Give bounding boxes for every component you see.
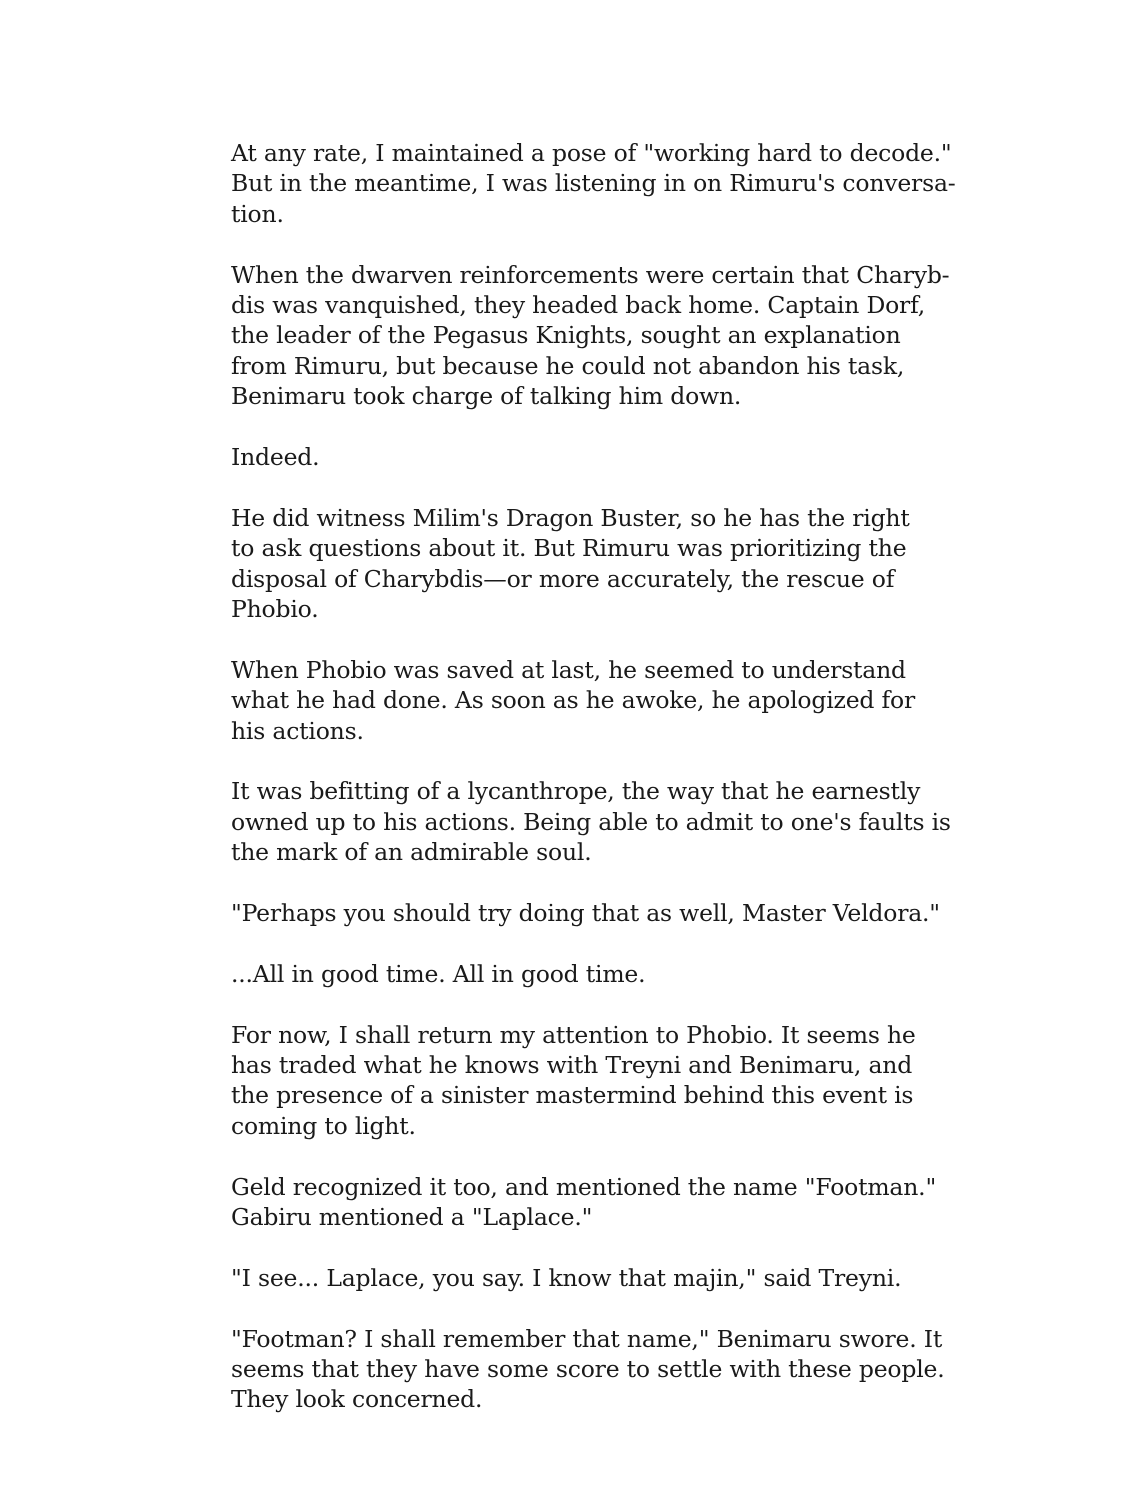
text-line: But in the meantime, I was listening in on Rimuru's conversa- [231,169,956,198]
text-line: the leader of the Pegasus Knights, sought an explanation [231,321,901,350]
paragraph [231,138,956,229]
text-line: Benimaru took charge of talking him down. [231,382,742,411]
paragraph [231,260,950,412]
text-line: ...All in good time. All in good time. [231,959,646,988]
text-line: tion. [231,199,284,228]
paragraph [231,1324,945,1415]
document-page [231,138,956,1445]
paragraph [231,1172,937,1233]
text-line: Geld recognized it too, and mentioned the name "Footman." [231,1172,937,1201]
text-line: "Perhaps you should try doing that as well, Master Veldora." [231,899,940,928]
paragraph [231,776,951,867]
text-line: Indeed. [231,443,320,472]
text-line: his actions. [231,716,364,745]
text-line: Gabiru mentioned a "Laplace." [231,1203,593,1232]
text-line: When Phobio was saved at last, he seemed to understand [231,655,906,684]
text-line: disposal of Charybdis—or more accurately, the rescue of [231,564,895,593]
text-line: Phobio. [231,595,319,624]
text-line: "I see... Laplace, you say. I know that majin," said Treyni. [231,1263,902,1292]
paragraph [231,655,916,746]
text-line: It was befitting of a lycanthrope, the way that he earnestly [231,777,921,806]
text-line: to ask questions about it. But Rimuru was prioritizing the [231,534,907,563]
text-line: seems that they have some score to settle with these people. [231,1355,945,1384]
text-line: has traded what he knows with Treyni and Benimaru, and [231,1051,913,1080]
text-line: what he had done. As soon as he awoke, he apologized for [231,686,916,715]
text-line: At any rate, I maintained a pose of "working hard to decode." [231,139,952,167]
text-line: from Rimuru, but because he could not abandon his task, [231,351,905,380]
text-line: For now, I shall return my attention to Phobio. It seems he [231,1020,916,1049]
paragraph [231,898,940,928]
paragraph [231,442,911,472]
paragraph [231,503,911,625]
text-line: "Footman? I shall remember that name," Benimaru swore. It [231,1324,943,1353]
text-line: dis was vanquished, they headed back home. Captain Dorf, [231,291,925,320]
text-line: coming to light. [231,1111,416,1140]
paragraph [231,1020,916,1142]
text-line: the mark of an admirable soul. [231,838,592,867]
text-line: owned up to his actions. Being able to admit to one's faults is [231,807,951,836]
text-line: They look concerned. [231,1385,483,1414]
text-line: the presence of a sinister mastermind behind this event is [231,1081,914,1110]
text-line: When the dwarven reinforcements were certain that Charyb- [231,260,950,289]
paragraph [231,959,911,989]
paragraph [231,1263,911,1293]
text-line: He did witness Milim's Dragon Buster, so he has the right [231,503,910,532]
